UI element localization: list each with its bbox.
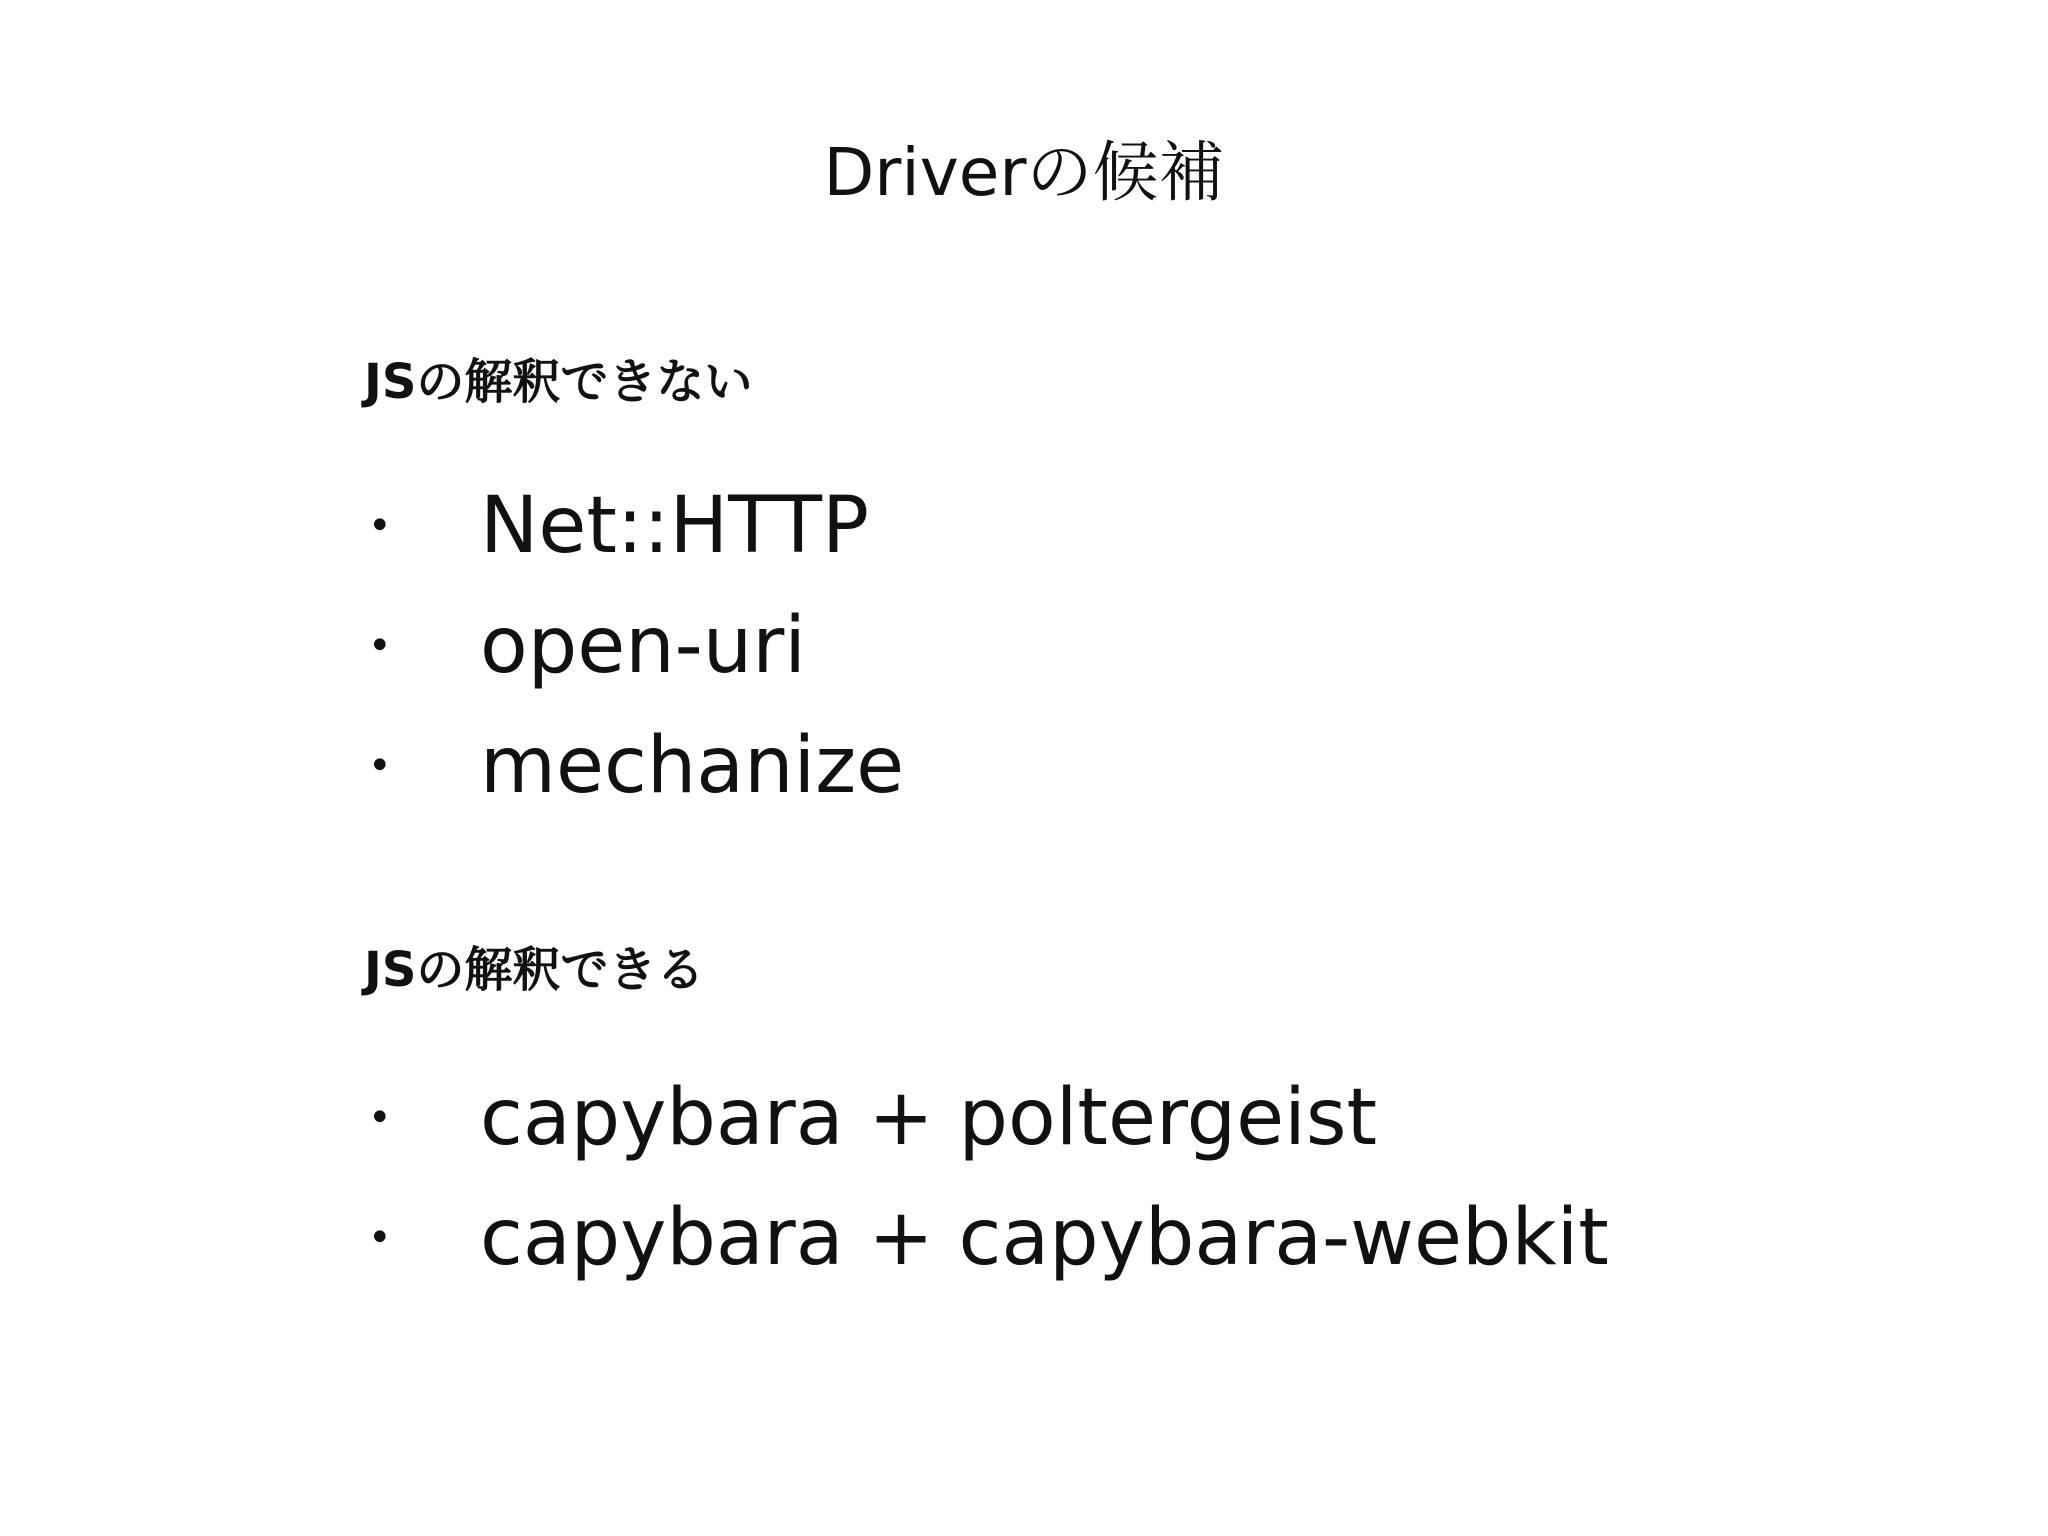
section-heading: JSの解釈できる (364, 942, 705, 998)
list-item-text: Net::HTTP (480, 481, 870, 571)
section-heading: JSの解釈できない (364, 354, 753, 410)
list-item-text: open-uri (480, 601, 806, 691)
list-item-text: mechanize (480, 721, 905, 811)
bullet-list (364, 1058, 1864, 1298)
bullet-icon: • (368, 623, 392, 669)
bullet-icon: • (368, 1215, 392, 1261)
list-item-text: capybara + capybara-webkit (480, 1193, 1609, 1283)
list-item (364, 706, 1864, 826)
bullet-list (364, 466, 1864, 826)
bullet-icon: • (368, 743, 392, 789)
section-no-js (364, 350, 1864, 826)
bullet-icon: • (368, 503, 392, 549)
list-item-text: capybara + poltergeist (480, 1073, 1378, 1163)
bullet-icon: • (368, 1095, 392, 1141)
list-item (364, 586, 1864, 706)
slide-title: Driverの候補 (823, 134, 1225, 211)
list-item (364, 466, 1864, 586)
list-item (364, 1178, 1864, 1298)
list-item (364, 1058, 1864, 1178)
section-js (364, 938, 1864, 1298)
